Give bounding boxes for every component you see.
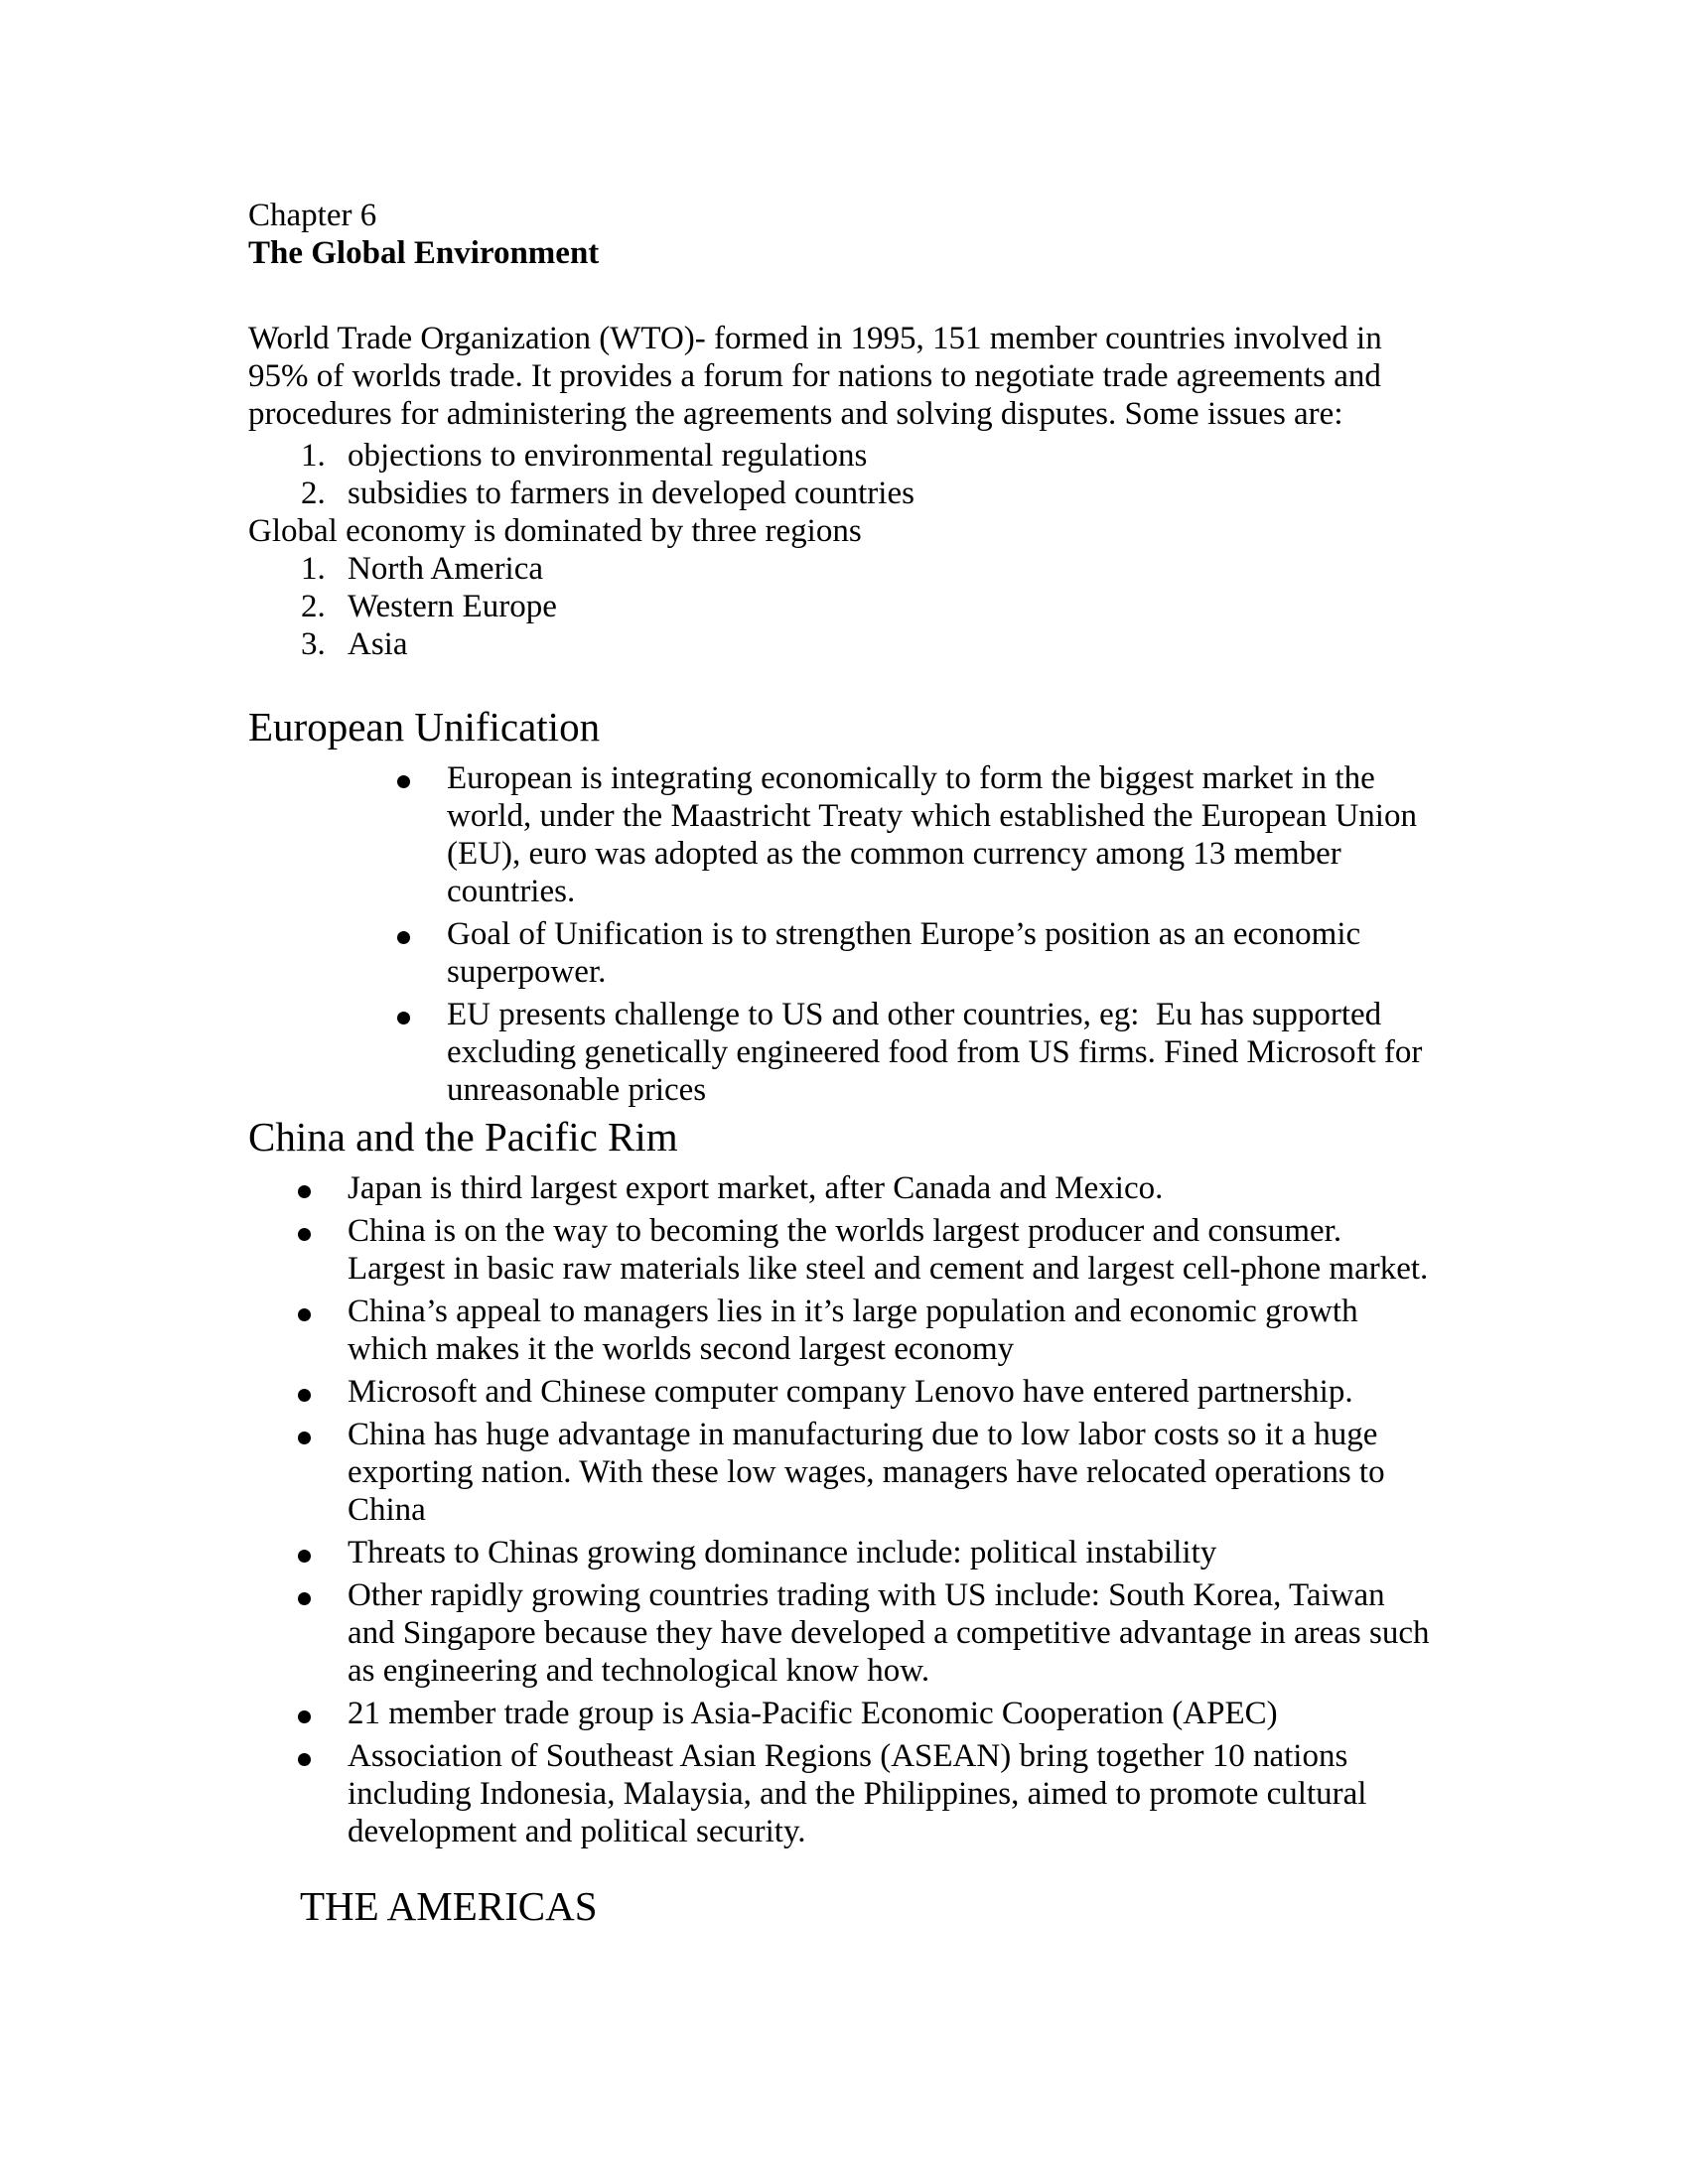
- list-item: [248, 437, 1440, 475]
- bullet-text: Goal of Unification is to strengthen Europe’s position as an economic superpower.: [447, 916, 1369, 990]
- list-item: [248, 475, 1440, 512]
- document-subtitle: The Global Environment: [248, 235, 600, 271]
- list-item-text: Asia: [348, 626, 408, 662]
- bullet-item: [248, 1576, 1440, 1690]
- bullet-dot: [298, 1592, 311, 1605]
- list-item: [248, 550, 1440, 588]
- list-item-text: Western Europe: [348, 589, 557, 624]
- list-item-text: North America: [348, 551, 544, 587]
- bullet-dot: [298, 1710, 311, 1723]
- bullet-item: [248, 996, 1440, 1109]
- list-number: 1.: [301, 551, 326, 587]
- section-heading-china-pacific-rim: China and the Pacific Rim: [248, 1114, 678, 1160]
- list-number: 3.: [301, 626, 326, 662]
- bullet-text: Association of Southeast Asian Regions (ASEAN) bring together 10 nations including Indonesia, Malaysia, and the Philippines, aimed to promote cultural development and political security.: [348, 1738, 1375, 1849]
- list-item-text: subsidies to farmers in developed countries: [348, 476, 914, 511]
- bullet-dot: [298, 1550, 311, 1563]
- bullet-text: Microsoft and Chinese computer company Lenovo have entered partnership.: [348, 1374, 1353, 1410]
- bullet-item: [248, 1695, 1440, 1732]
- list-number: 2.: [301, 589, 326, 624]
- regions-list: [248, 550, 1440, 663]
- bullet-text: European is integrating economically to form the biggest market in the world, under the Maastricht Treaty which established the European Union (EU), euro was adopted as the common currency among 13 member countries.: [447, 760, 1426, 909]
- list-number: 2.: [301, 476, 326, 511]
- bullet-item: [248, 1534, 1440, 1571]
- bullet-text: Threats to Chinas growing dominance include: political instability: [348, 1535, 1217, 1570]
- bullet-text: Japan is third largest export market, after Canada and Mexico.: [348, 1170, 1164, 1206]
- list-item-text: objections to environmental regulations: [348, 438, 868, 474]
- bullet-item: [248, 1373, 1440, 1411]
- bullet-dot: [298, 1228, 311, 1241]
- bullet-item: [248, 1169, 1440, 1207]
- bullet-item: [248, 1212, 1440, 1288]
- bullet-item: [248, 1416, 1440, 1529]
- bullet-dot: [397, 775, 410, 788]
- list-number: 1.: [301, 438, 326, 474]
- bullet-dot: [397, 931, 410, 944]
- bullet-dot: [298, 1185, 311, 1198]
- chapter-title: Chapter 6: [248, 198, 377, 233]
- list-item: [248, 625, 1440, 663]
- bullet-dot: [298, 1308, 311, 1321]
- bullet-dot: [298, 1432, 311, 1444]
- wto-issues-list: [248, 437, 1440, 512]
- bullet-text: 21 member trade group is Asia-Pacific Economic Cooperation (APEC): [348, 1696, 1278, 1731]
- bullet-text: China has huge advantage in manufacturing due to low labor costs so it a huge exporting nation. With these low wages, managers have relocated operations to China: [348, 1417, 1393, 1528]
- intro-paragraph: World Trade Organization (WTO)- formed in 1995, 151 member countries involved in 95% of worlds trade. It provides a forum for nations to negotiate trade agreements and procedures for administering the agreements and solving disputes. Some issues are:: [248, 321, 1390, 432]
- section-heading-european-unification: European Unification: [248, 704, 601, 750]
- bullet-text: EU presents challenge to US and other countries, eg: Eu has supported excluding genetically engineered food from US firms. Fined Microsoft for unreasonable prices: [447, 997, 1431, 1108]
- regions-lead: Global economy is dominated by three regions: [248, 513, 862, 549]
- bullet-text: China is on the way to becoming the worlds largest producer and consumer. Largest in basic raw materials like steel and cement and largest cell-phone market.: [348, 1213, 1429, 1287]
- bullet-text: Other rapidly growing countries trading with US include: South Korea, Taiwan and Singapore because they have developed a competitive advantage in areas such as engineering and technological know how.: [348, 1577, 1438, 1689]
- european-unification-bullets: [248, 759, 1440, 1109]
- bullet-item: [248, 1737, 1440, 1850]
- bullet-dot: [298, 1389, 311, 1402]
- china-pacific-rim-bullets: [248, 1169, 1440, 1850]
- section-heading-the-americas: THE AMERICAS: [300, 1883, 598, 1929]
- list-item: [248, 588, 1440, 625]
- bullet-item: [248, 915, 1440, 991]
- bullet-dot: [298, 1753, 311, 1766]
- bullet-dot: [397, 1012, 410, 1024]
- bullet-item: [248, 759, 1440, 910]
- bullet-item: [248, 1293, 1440, 1368]
- bullet-text: China’s appeal to managers lies in it’s large population and economic growth which makes it the worlds second largest economy: [348, 1294, 1366, 1367]
